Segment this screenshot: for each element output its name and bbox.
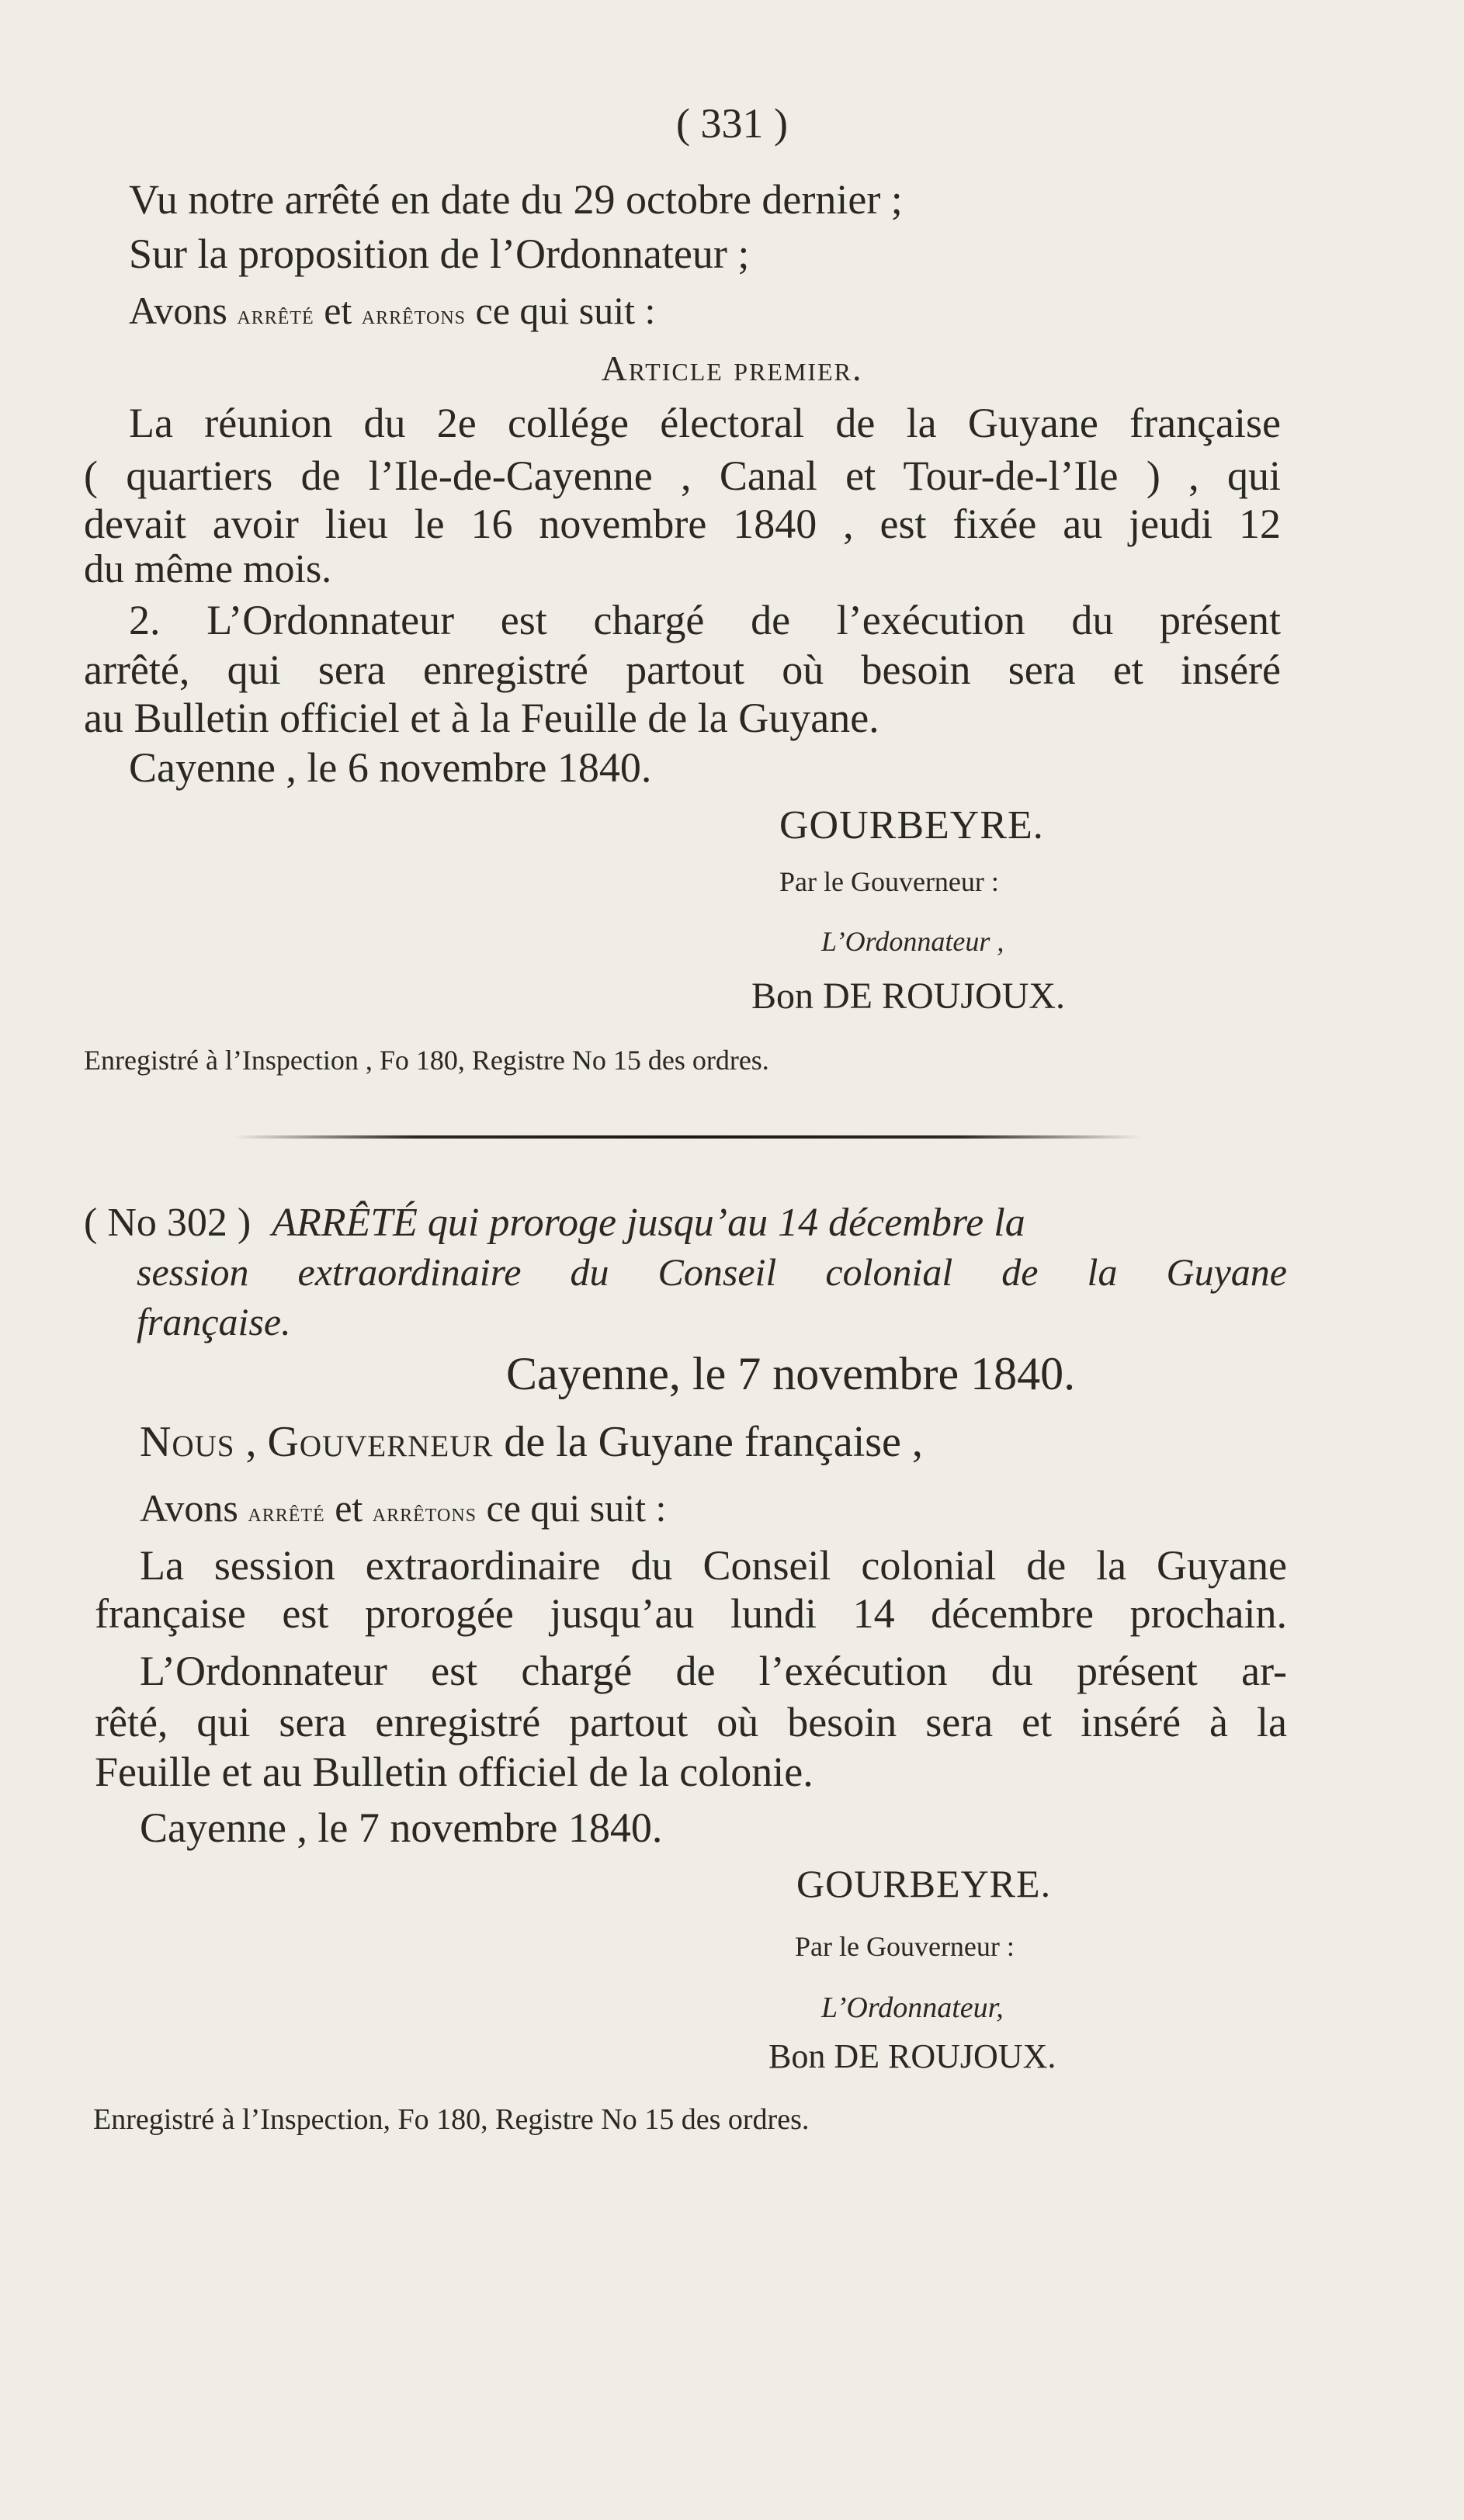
decree-1-by-governor: Par le Gouverneur : [779, 866, 999, 897]
decree-1-signature: GOURBEYRE. [779, 803, 1044, 848]
decree-2-by-governor: Par le Gouverneur : [795, 1931, 1015, 1962]
avons-text: Avons [129, 289, 238, 332]
page-number: ( 331 ) [676, 100, 788, 147]
ce-qui-suit-text: ce qui suit : [466, 289, 656, 332]
arrete-small-caps: arrêté [237, 301, 314, 330]
et-text-2: et [324, 1486, 373, 1530]
decree-2-avons [140, 1486, 667, 1530]
decree-2-title-line-2: session extraordinaire du Conseil colonial de la Guyane [137, 1250, 1287, 1294]
decree-2-paragraph-2-line-2: rêté, qui sera enregistré partout où besoin sera et inséré à la [95, 1699, 1287, 1745]
decree-1-date: Cayenne , le 6 novembre 1840. [129, 744, 652, 791]
article-1-line-2: ( quartiers de l’Ile-de-Cayenne , Canal et Tour-de-l’Ile ) , qui [84, 452, 1281, 499]
guyane-text: de la Guyane française , [493, 1418, 923, 1466]
decree-2-paragraph-2-line-3: Feuille et au Bulletin officiel de la colonie. [95, 1749, 814, 1795]
preamble-line-3 [129, 291, 655, 330]
decree-2-ordonnateur: L’Ordonnateur, [821, 1991, 1004, 2024]
decree-2-title-line-1 [84, 1203, 1025, 1243]
decree-1-baron: Bon DE ROUJOUX. [751, 976, 1066, 1017]
section-divider [233, 1135, 1141, 1139]
preamble-line-2: Sur la proposition de l’Ordonnateur ; [129, 231, 750, 277]
decree-2-signature: GOURBEYRE. [796, 1862, 1052, 1905]
article-2-line-3: au Bulletin officiel et à la Feuille de la Guyane. [84, 695, 879, 741]
article-2-line-2: arrêté, qui sera enregistré partout où besoin sera et inséré [84, 646, 1281, 693]
et-text: et [314, 289, 362, 332]
decree-2-paragraph-2-line-1: L’Ordonnateur est chargé de l’exécution du présent ar- [140, 1648, 1287, 1694]
decree-2-date: Cayenne , le 7 novembre 1840. [140, 1804, 663, 1851]
arretons-small-caps-2: arrêtons [372, 1499, 477, 1527]
article-2-line-1: 2. L’Ordonnateur est chargé de l’exécution du présent [129, 597, 1281, 643]
decree-2-registration: Enregistré à l’Inspection, Fo 180, Registre No 15 des ordres. [93, 2103, 810, 2136]
ce-qui-suit-text-2: ce qui suit : [477, 1486, 667, 1530]
arretons-small-caps: arrêtons [361, 301, 467, 330]
decree-2-title-line-3: française. [137, 1300, 291, 1343]
decree-2-number: ( No 302 ) [84, 1201, 252, 1245]
decree-2-place-date: Cayenne, le 7 novembre 1840. [506, 1348, 1076, 1399]
preamble-line-1: Vu notre arrêté en date du 29 octobre dernier ; [129, 176, 903, 223]
decree-2-baron: Bon DE ROUJOUX. [768, 2037, 1056, 2075]
decree-2-paragraph-1-line-1: La session extraordinaire du Conseil colonial de la Guyane [140, 1542, 1287, 1589]
article-1-line-4: du même mois. [84, 547, 332, 591]
decree-2-preamble [140, 1420, 923, 1464]
arrete-small-caps-2: arrêté [248, 1499, 325, 1527]
article-1-line-3: devait avoir lieu le 16 novembre 1840 , est fixée au jeudi 12 [84, 501, 1281, 547]
decree-1-registration: Enregistré à l’Inspection , Fo 180, Registre No 15 des ordres. [84, 1045, 769, 1076]
nous-small-caps: Nous [140, 1418, 235, 1466]
avons-text-2: Avons [140, 1486, 248, 1530]
comma-text: , [234, 1418, 268, 1466]
decree-1-ordonnateur: L’Ordonnateur , [821, 926, 1004, 957]
article-1-line-1: La réunion du 2e collége électoral de la Guyane française [129, 400, 1281, 446]
gouverneur-small-caps: Gouverneur [267, 1418, 494, 1466]
decree-2-paragraph-1-line-2: française est prorogée jusqu’au lundi 14 décembre prochain. [95, 1590, 1287, 1637]
article-heading: Article premier. [601, 348, 863, 388]
decree-2-title-text: ARRÊTÉ qui proroge jusqu’au 14 décembre la [272, 1201, 1025, 1245]
